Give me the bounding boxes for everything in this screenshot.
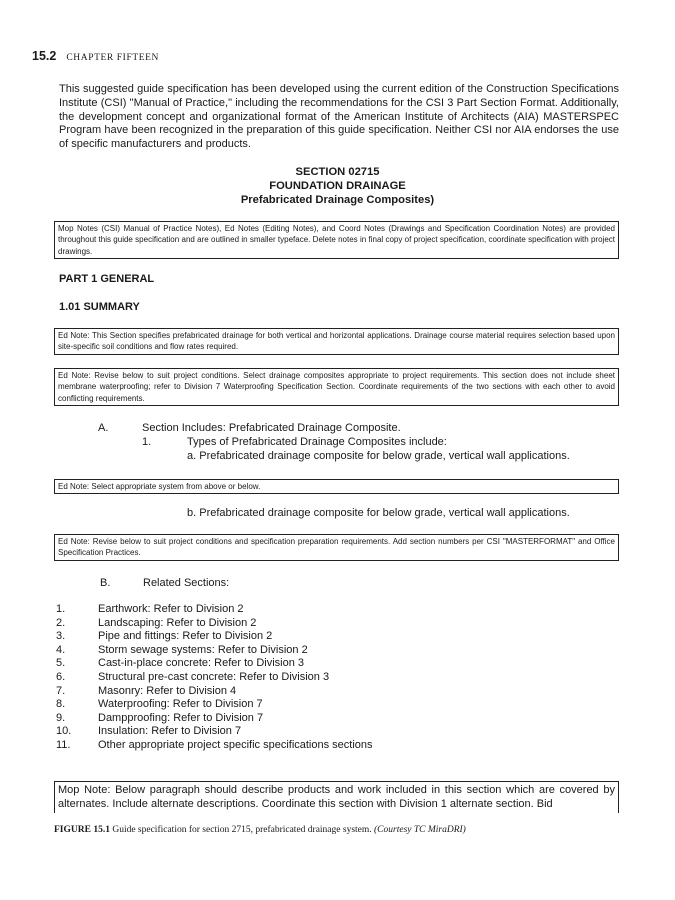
section-subtitle: Prefabricated Drainage Composites) xyxy=(240,194,435,206)
item-a1b-text: b. Prefabricated drainage composite for below grade, vertical wall applications. xyxy=(187,507,570,519)
ed-note-select-box: Ed Note: Select appropriate system from above or below. xyxy=(54,479,619,494)
section-number: SECTION 02715 xyxy=(295,166,380,178)
ed-note-summary-box: Ed Note: This Section specifies prefabricated drainage for both vertical and horizontal applications. Drainage course material requires selection based upon site-specific soil conditions and flow rates required. xyxy=(54,328,619,355)
related-sections-list xyxy=(56,603,373,753)
list-item: 6. Structural pre-cast concrete: Refer to Division 3 xyxy=(56,670,330,683)
item-a-text: Section Includes: Prefabricated Drainage Composite. xyxy=(142,422,401,434)
item-a1-text: Types of Prefabricated Drainage Composites include: xyxy=(187,436,447,448)
list-item: 7. Masonry: Refer to Division 4 xyxy=(56,684,237,697)
list-item: 2. Landscaping: Refer to Division 2 xyxy=(56,616,257,629)
list-item: 11. Other appropriate project specific specifications sections xyxy=(56,738,373,751)
list-item: 8. Waterproofing: Refer to Division 7 xyxy=(56,698,263,711)
list-item: 10. Insulation: Refer to Division 7 xyxy=(56,725,242,738)
running-head xyxy=(32,47,159,65)
figure-credit: (Courtesy TC MiraDRI) xyxy=(374,825,466,835)
item-a1a-text: a. Prefabricated drainage composite for below grade, vertical wall applications. xyxy=(187,450,570,462)
figure-label: FIGURE 15.1 xyxy=(54,825,110,835)
part-heading: PART 1 GENERAL xyxy=(59,273,155,285)
figure-caption-text: Guide specification for section 2715, prefabricated drainage system. xyxy=(112,825,372,835)
chapter-title: CHAPTER FIFTEEN xyxy=(66,53,160,63)
ed-note-revise-box: Ed Note: Revise below to suit project conditions. Select drainage composites appropriate to project requirements. This section does not include sheet membrane waterproofing; refer to Division 7 Waterproofing Specification Section. Coordinate requirements of the two sections with each other to avoid conflicting requirements. xyxy=(54,368,619,406)
list-item: 1. Earthwork: Refer to Division 2 xyxy=(56,603,244,615)
intro-paragraph: This suggested guide specification has been developed using the current edition of the Construction Specifications Institute (CSI) "Manual of Practice," including the recommendations for the CSI 3 Part Section Format. Additionally, the development concept and organizational format of the American Institute of Architects (AIA) MASTERSPEC Program have been recognized in the preparation of this guide specification. Neither CSI nor AIA endorses the use of specific manufacturers and products. xyxy=(59,83,619,151)
page-number: 15.2 xyxy=(32,49,57,63)
list-item: 5. Cast-in-place concrete: Refer to Division 3 xyxy=(56,657,305,670)
item-a-letter: A. xyxy=(98,422,109,434)
item-a1-number: 1. xyxy=(142,436,152,448)
section-title: FOUNDATION DRAINAGE xyxy=(269,180,406,192)
item-b-letter: B. xyxy=(100,577,111,589)
summary-heading: 1.01 SUMMARY xyxy=(59,301,140,313)
list-item: 4. Storm sewage systems: Refer to Division 2 xyxy=(56,643,308,656)
notes-legend-box: Mop Notes (CSI) Manual of Practice Notes), Ed Notes (Editing Notes), and Coord Notes (Drawings and Specification Coordination Notes) are provided throughout this guide specification and are outlined in smaller typeface. Delete notes in final copy of project specification, coordinate specification with project drawings. xyxy=(54,221,619,259)
list-item: 3. Pipe and fittings: Refer to Division 2 xyxy=(56,630,273,643)
list-item: 9. Dampproofing: Refer to Division 7 xyxy=(56,711,264,724)
figure-caption xyxy=(54,825,466,835)
mop-note-alternates-box: Mop Note: Below paragraph should describe products and work included in this section which are covered by alternates. Include alternate descriptions. Coordinate this section with Division 1 alternate section. Bid xyxy=(54,781,619,813)
item-b-text: Related Sections: xyxy=(143,577,230,589)
ed-note-csi-box: Ed Note: Revise below to suit project conditions and specification preparation requirements. Add section numbers per CSI "MASTERFORMAT" and Office Specification Practices. xyxy=(54,534,619,561)
